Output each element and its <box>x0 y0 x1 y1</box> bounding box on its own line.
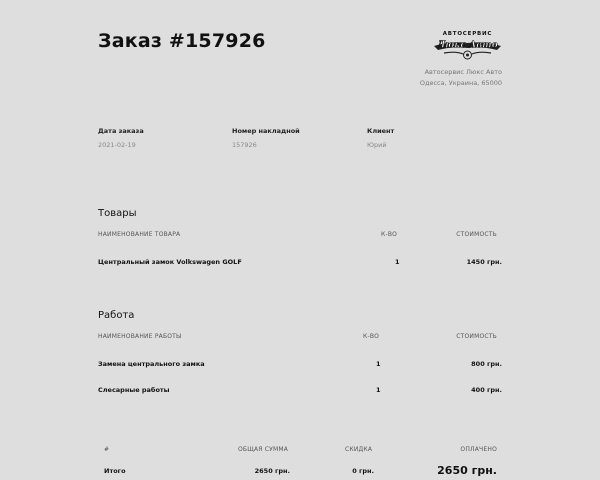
page-title: Заказ #157926 <box>98 30 266 52</box>
company-logo <box>430 28 505 62</box>
work-col-qty: К-ВО <box>363 333 380 340</box>
totals-col-total: ОБЩАЯ СУММА <box>238 446 289 453</box>
goods-item-qty: 1 <box>395 258 400 266</box>
totals-sum: 2650 грн. <box>254 467 290 475</box>
totals-col-hash: # <box>104 446 110 453</box>
totals-label: Итого <box>104 467 126 475</box>
svg-text:Люкс Авто: Люкс Авто <box>437 40 498 51</box>
invoice-number-label: Номер накладной <box>232 127 300 135</box>
totals-col-paid: ОПЛАЧЕНО <box>460 446 497 453</box>
totals-paid: 2650 грн. <box>437 464 497 477</box>
work-item-name: Слесарные работы <box>98 386 170 394</box>
invoice-number-value: 157926 <box>232 141 257 149</box>
client-value: Юрий <box>367 141 387 149</box>
logo-emblem-icon <box>430 28 505 62</box>
client-label: Клиент <box>367 127 395 135</box>
work-section-title: Работа <box>98 310 135 321</box>
totals-discount: 0 грн. <box>352 467 374 475</box>
goods-col-qty: К-ВО <box>381 231 398 238</box>
goods-col-name: НАИМЕНОВАНИЕ ТОВАРА <box>98 231 181 238</box>
work-col-price: СТОИМОСТЬ <box>456 333 497 340</box>
goods-item-name: Центральный замок Volkswagen GOLF <box>98 258 242 266</box>
company-info <box>420 67 502 88</box>
work-item-price: 400 грн. <box>471 386 502 394</box>
totals-col-discount: СКИДКА <box>345 446 373 453</box>
work-item-price: 800 грн. <box>471 360 502 368</box>
svg-text:АВТОСЕРВИС: АВТОСЕРВИС <box>442 31 493 37</box>
work-item-qty: 1 <box>376 360 381 368</box>
company-name: Автосервис Люкс Авто <box>424 68 502 76</box>
company-address: Одесса, Украина, 65000 <box>419 78 502 87</box>
goods-item-price: 1450 грн. <box>466 258 502 266</box>
work-col-name: НАИМЕНОВАНИЕ РАБОТЫ <box>98 333 182 340</box>
order-date-value: 2021-02-19 <box>98 141 136 149</box>
goods-col-price: СТОИМОСТЬ <box>456 231 497 238</box>
work-item-qty: 1 <box>376 386 381 394</box>
goods-section-title: Товары <box>98 208 137 219</box>
order-date-label: Дата заказа <box>98 127 144 135</box>
work-item-name: Замена центрального замка <box>98 360 205 368</box>
